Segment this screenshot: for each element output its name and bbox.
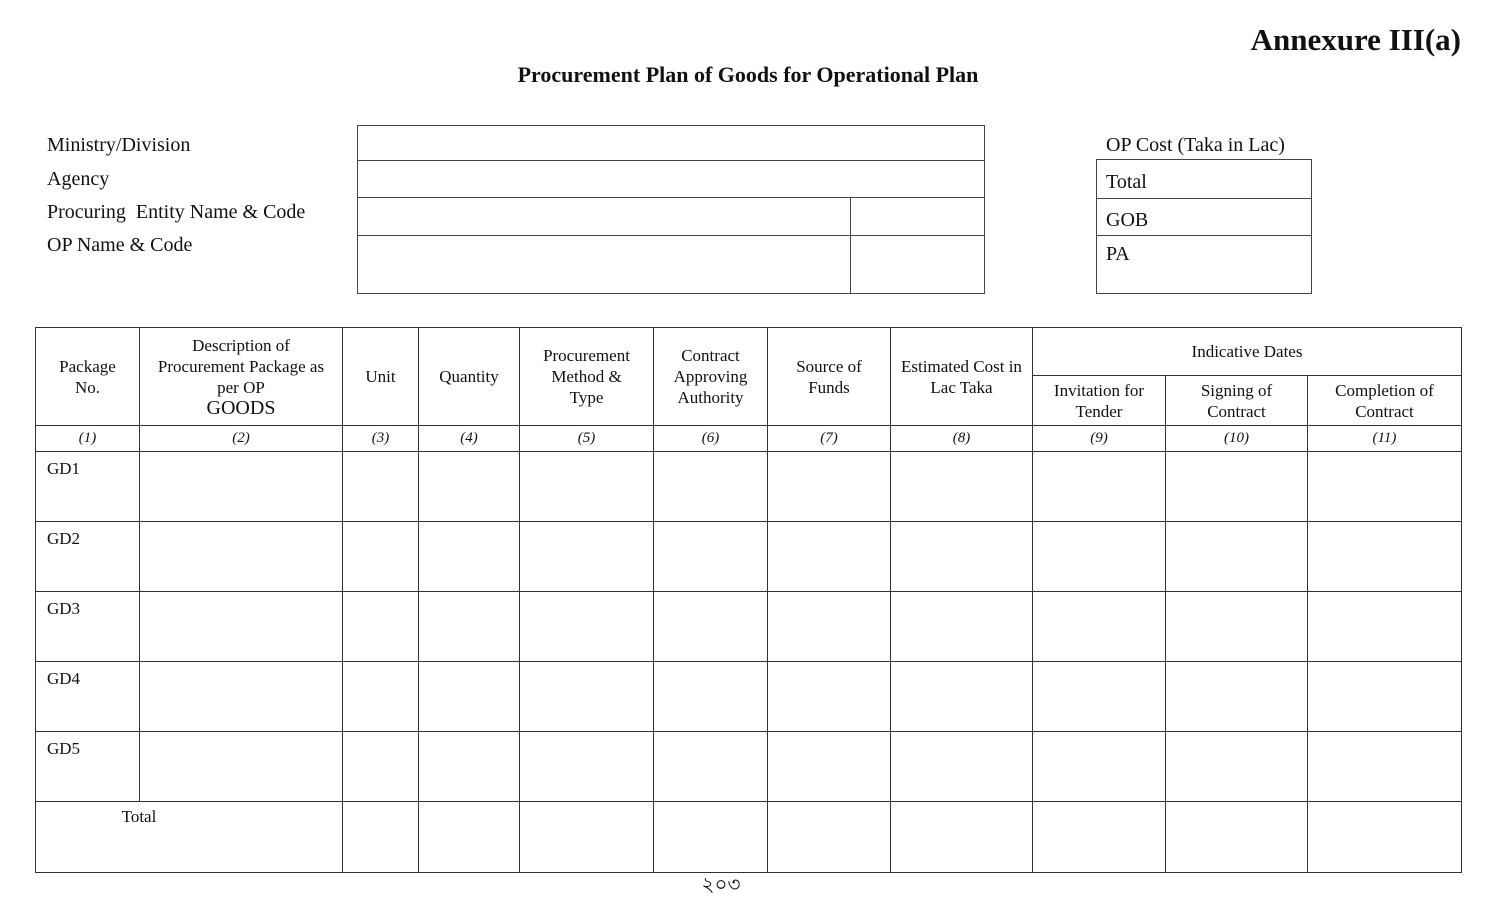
table-cell[interactable] <box>1166 592 1308 662</box>
table-cell[interactable] <box>140 592 343 662</box>
agency-label: Agency <box>47 168 110 190</box>
table-cell[interactable] <box>140 522 343 592</box>
table-row <box>36 522 1462 592</box>
table-cell[interactable] <box>419 662 520 732</box>
annexure-label: Annexure III(a) <box>1250 22 1461 57</box>
ministry-field[interactable] <box>360 128 982 158</box>
column-number: (4) <box>419 426 520 452</box>
table-cell[interactable] <box>891 452 1033 522</box>
total-cell[interactable] <box>419 802 520 873</box>
table-cell[interactable] <box>654 452 768 522</box>
table-cell[interactable] <box>654 662 768 732</box>
op-name-field[interactable] <box>360 238 848 291</box>
column-number: (9) <box>1033 426 1166 452</box>
ministry-label: Ministry/Division <box>47 134 191 156</box>
header-description-text: Description of Procurement Package as per OP <box>157 335 325 397</box>
column-number: (5) <box>520 426 654 452</box>
package-cell: GD2 <box>36 522 140 592</box>
column-number: (7) <box>768 426 891 452</box>
column-number: (1) <box>36 426 140 452</box>
table-cell[interactable] <box>520 592 654 662</box>
table-cell[interactable] <box>891 732 1033 802</box>
header-invitation: Invitation for Tender <box>1033 376 1166 426</box>
table-cell[interactable] <box>768 522 891 592</box>
page-number: ২০৩ <box>701 872 741 896</box>
table-cell[interactable] <box>140 452 343 522</box>
total-cell[interactable] <box>1308 802 1462 873</box>
table-cell[interactable] <box>343 662 419 732</box>
total-cell[interactable] <box>891 802 1033 873</box>
op-cost-total: Total <box>1106 171 1147 193</box>
header-description <box>140 328 343 426</box>
header-goods: GOODS <box>206 396 276 419</box>
header-signing: Signing of Contract <box>1166 376 1308 426</box>
table-cell[interactable] <box>891 662 1033 732</box>
total-cell[interactable] <box>654 802 768 873</box>
info-entry-box <box>357 125 985 294</box>
table-row <box>36 732 1462 802</box>
header-completion: Completion of Contract <box>1308 376 1462 426</box>
table-cell[interactable] <box>1166 732 1308 802</box>
table-cell[interactable] <box>768 662 891 732</box>
table-cell[interactable] <box>1166 452 1308 522</box>
header-indicative-dates: Indicative Dates <box>1033 328 1462 376</box>
table-cell[interactable] <box>520 452 654 522</box>
table-cell[interactable] <box>1033 522 1166 592</box>
package-cell: GD4 <box>36 662 140 732</box>
column-number: (6) <box>654 426 768 452</box>
column-number: (2) <box>140 426 343 452</box>
total-label: Total <box>36 802 343 873</box>
table-row <box>36 662 1462 732</box>
procuring-entity-name-field[interactable] <box>360 200 848 233</box>
table-cell[interactable] <box>419 522 520 592</box>
column-number: (11) <box>1308 426 1462 452</box>
table-cell[interactable] <box>140 732 343 802</box>
package-cell: GD1 <box>36 452 140 522</box>
table-cell[interactable] <box>1308 662 1462 732</box>
table-cell[interactable] <box>1166 662 1308 732</box>
table-cell[interactable] <box>343 732 419 802</box>
table-cell[interactable] <box>1033 732 1166 802</box>
table-cell[interactable] <box>1308 452 1462 522</box>
table-cell[interactable] <box>768 592 891 662</box>
agency-field[interactable] <box>360 163 982 195</box>
op-cost-gob: GOB <box>1106 209 1149 231</box>
total-cell[interactable] <box>520 802 654 873</box>
table-cell[interactable] <box>1033 592 1166 662</box>
table-cell[interactable] <box>520 522 654 592</box>
table-cell[interactable] <box>419 592 520 662</box>
header-unit: Unit <box>343 328 419 426</box>
table-cell[interactable] <box>343 452 419 522</box>
table-cell[interactable] <box>891 592 1033 662</box>
table-cell[interactable] <box>654 522 768 592</box>
table-cell[interactable] <box>1308 732 1462 802</box>
total-cell[interactable] <box>1166 802 1308 873</box>
procuring-entity-label: Procuring Entity Name & Code <box>47 201 306 223</box>
table-cell[interactable] <box>891 522 1033 592</box>
table-row <box>36 592 1462 662</box>
column-number: (8) <box>891 426 1033 452</box>
table-cell[interactable] <box>654 732 768 802</box>
table-cell[interactable] <box>768 732 891 802</box>
total-cell[interactable] <box>1033 802 1166 873</box>
op-cost-pa: PA <box>1106 243 1130 265</box>
header-source-of-funds: Source of Funds <box>768 328 891 426</box>
total-cell[interactable] <box>343 802 419 873</box>
table-cell[interactable] <box>343 592 419 662</box>
table-cell[interactable] <box>1308 522 1462 592</box>
column-number: (10) <box>1166 426 1308 452</box>
op-name-label: OP Name & Code <box>47 234 193 256</box>
table-cell[interactable] <box>520 732 654 802</box>
package-cell: GD5 <box>36 732 140 802</box>
table-cell[interactable] <box>520 662 654 732</box>
procurement-table <box>35 327 1462 873</box>
table-cell[interactable] <box>654 592 768 662</box>
column-number: (3) <box>343 426 419 452</box>
header-approving-authority: Contract Approving Authority <box>654 328 768 426</box>
table-cell[interactable] <box>1308 592 1462 662</box>
table-cell[interactable] <box>140 662 343 732</box>
header-quantity: Quantity <box>419 328 520 426</box>
header-procurement-method: Procurement Method & Type <box>520 328 654 426</box>
table-cell[interactable] <box>419 452 520 522</box>
table-cell[interactable] <box>419 732 520 802</box>
header-estimated-cost: Estimated Cost in Lac Taka <box>891 328 1033 426</box>
table-row <box>36 452 1462 522</box>
total-row <box>36 802 1462 873</box>
table-cell[interactable] <box>1033 662 1166 732</box>
table-cell[interactable] <box>768 452 891 522</box>
table-cell[interactable] <box>343 522 419 592</box>
page-title: Procurement Plan of Goods for Operational Plan <box>517 62 979 87</box>
op-cost-label: OP Cost (Taka in Lac) <box>1106 134 1285 156</box>
op-code-field[interactable] <box>853 238 982 291</box>
table-cell[interactable] <box>1166 522 1308 592</box>
procuring-entity-code-field[interactable] <box>853 200 982 233</box>
table-cell[interactable] <box>1033 452 1166 522</box>
total-cell[interactable] <box>768 802 891 873</box>
header-package-no: Package No. <box>36 328 140 426</box>
package-cell: GD3 <box>36 592 140 662</box>
